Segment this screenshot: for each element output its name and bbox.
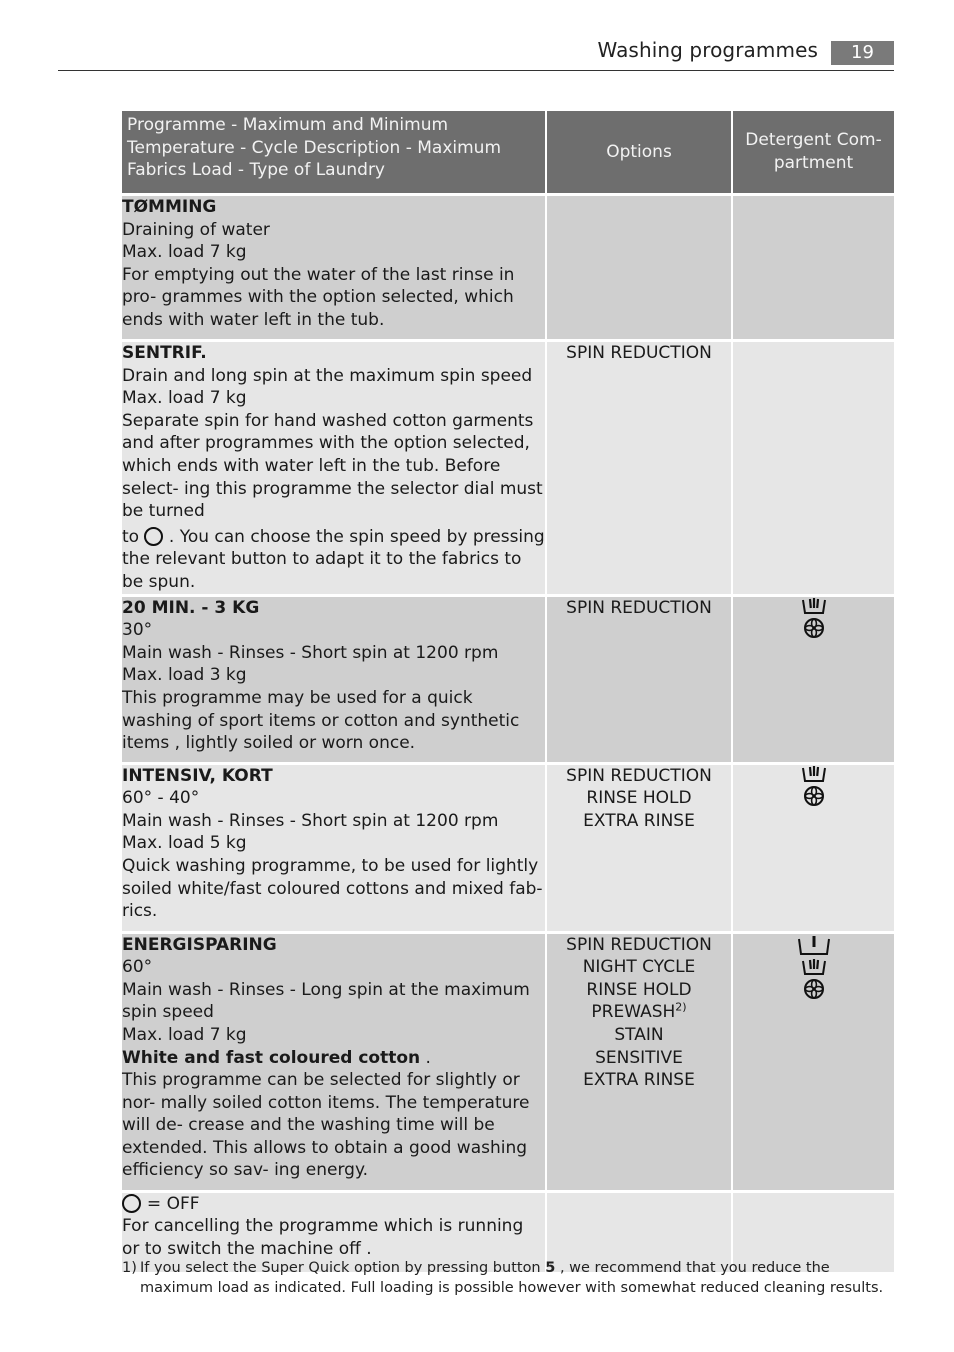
programme-description bbox=[122, 341, 546, 596]
description-line: For emptying out the water of the last rinse in pro- grammes with the option selected, which ends with water left in the tub. bbox=[122, 264, 515, 330]
option-night-cycle: NIGHT CYCLE bbox=[582, 957, 696, 978]
softener-icon bbox=[803, 617, 825, 639]
description-line: Main wash - Rinses - Long spin at the maximum spin speed bbox=[122, 979, 530, 1023]
options-cell bbox=[546, 341, 732, 596]
description-line: Max. load 5 kg bbox=[122, 833, 247, 854]
description-line bbox=[122, 1047, 545, 1070]
programme-name: TØMMING bbox=[122, 197, 217, 217]
description-line: 60° - 40° bbox=[122, 788, 200, 809]
laundry-type-suffix: . bbox=[420, 1047, 431, 1068]
option-rinse-hold: RINSE HOLD bbox=[586, 979, 692, 1000]
programme-name: SENTRIF. bbox=[122, 343, 207, 363]
table-row bbox=[122, 195, 894, 341]
programme-name: ENERGISPARING bbox=[122, 934, 277, 955]
main-wash-icon bbox=[801, 958, 827, 976]
table-row bbox=[122, 595, 894, 763]
table-row bbox=[122, 763, 894, 932]
description-line: This programme may be used for a quick washing of sport items or cotton and synthetic items , lightly soiled or worn once. bbox=[122, 687, 520, 754]
header-rule bbox=[58, 70, 894, 71]
programme-table bbox=[122, 111, 894, 1275]
programme-description bbox=[122, 932, 546, 1191]
page-number: 19 bbox=[831, 41, 894, 65]
table-row bbox=[122, 932, 894, 1191]
compartment-cell bbox=[732, 341, 894, 596]
header-title: Washing programmes bbox=[597, 38, 818, 62]
description-line: Max. load 7 kg bbox=[122, 388, 247, 409]
footnote-text bbox=[122, 1258, 894, 1298]
description-line: Separate spin for hand washed cotton garments and after programmes with the option selected, which ends with water left in the tub. Before select- ing this programme the selector dial must be turned bbox=[122, 410, 543, 522]
option-prewash bbox=[547, 1001, 731, 1024]
description-line: Draining of water bbox=[122, 219, 270, 240]
description-line: Max. load 3 kg bbox=[122, 665, 247, 686]
description-line: Quick washing programme, to be used for lightly soiled white/fast coloured cottons and mixed fab- rics. bbox=[122, 855, 543, 922]
footnote-number: 1) bbox=[122, 1260, 137, 1276]
option-sensitive: SENSITIVE bbox=[595, 1047, 683, 1068]
programme-description bbox=[122, 195, 546, 341]
footnote-button-number: 5 bbox=[545, 1260, 556, 1276]
prewash-footnote-ref: 2) bbox=[675, 1000, 687, 1014]
option-spin-reduction: SPIN REDUCTION bbox=[566, 934, 712, 955]
footnote bbox=[122, 1258, 894, 1298]
main-wash-icon bbox=[801, 765, 827, 783]
description-line: Max. load 7 kg bbox=[122, 242, 247, 263]
option-extra-rinse: EXTRA RINSE bbox=[583, 810, 695, 831]
options-cell bbox=[546, 932, 732, 1191]
prewash-icon bbox=[797, 934, 831, 956]
programme-name bbox=[122, 1193, 545, 1216]
header-programme: Programme - Maximum and Minimum Temperature - Cycle Description - Maximum Fabrics Load - Type of Laundry bbox=[122, 111, 546, 195]
table-header-row bbox=[122, 111, 894, 195]
softener-icon bbox=[803, 978, 825, 1000]
compartment-cell bbox=[732, 195, 894, 341]
description-line: 30° bbox=[122, 620, 153, 641]
option-prewash-label: PREWASH bbox=[591, 1002, 676, 1023]
header-options: Options bbox=[546, 111, 732, 195]
option-spin-reduction: SPIN REDUCTION bbox=[566, 765, 712, 786]
programme-description bbox=[122, 595, 546, 763]
off-position-icon bbox=[144, 527, 163, 546]
options-cell bbox=[546, 763, 732, 932]
main-wash-icon bbox=[801, 597, 827, 615]
description-line: 60° bbox=[122, 957, 153, 978]
laundry-type: White and fast coloured cotton bbox=[122, 1047, 421, 1068]
programme-description bbox=[122, 763, 546, 932]
description-line: Main wash - Rinses - Short spin at 1200 rpm bbox=[122, 642, 499, 663]
option-spin-reduction: SPIN REDUCTION bbox=[566, 597, 712, 618]
description-line bbox=[122, 526, 545, 594]
options-cell bbox=[546, 195, 732, 341]
programme-name: INTENSIV, KORT bbox=[122, 765, 273, 786]
description-line: Drain and long spin at the maximum spin speed bbox=[122, 365, 533, 386]
programme-name: 20 MIN. - 3 KG bbox=[122, 597, 260, 618]
footnote-text-after: , we recommend that you reduce the maximum load as indicated. Full loading is possible however with somewhat reduced cleaning results. bbox=[140, 1260, 884, 1296]
footnote-text-before: If you select the Super Quick option by pressing button bbox=[140, 1260, 541, 1276]
compartment-cell bbox=[732, 763, 894, 932]
option-spin-reduction: SPIN REDUCTION bbox=[566, 343, 712, 363]
table-row bbox=[122, 341, 894, 596]
option-extra-rinse: EXTRA RINSE bbox=[583, 1070, 695, 1091]
description-line: Main wash - Rinses - Short spin at 1200 rpm bbox=[122, 810, 499, 831]
description-line: Max. load 7 kg bbox=[122, 1024, 247, 1045]
compartment-cell bbox=[732, 595, 894, 763]
header-compartment: Detergent Com- partment bbox=[732, 111, 894, 195]
options-cell bbox=[546, 595, 732, 763]
softener-icon bbox=[803, 785, 825, 807]
description-line: For cancelling the programme which is running or to switch the machine off . bbox=[122, 1216, 524, 1259]
off-label: = OFF bbox=[146, 1193, 200, 1214]
compartment-cell bbox=[732, 932, 894, 1191]
text-to: to bbox=[122, 526, 140, 547]
off-position-icon bbox=[122, 1194, 141, 1213]
option-rinse-hold: RINSE HOLD bbox=[586, 788, 692, 809]
option-stain: STAIN bbox=[614, 1024, 664, 1045]
description-line: This programme can be selected for slightly or nor- mally soiled cotton items. The temperature will de- crease and the washing time will be extended. This allows to obtain a good washing efficiency so sav- ing energy. bbox=[122, 1070, 530, 1181]
text-after-icon: . You can choose the spin speed by pressing the relevant button to adapt it to the fabrics to be spun. bbox=[122, 526, 545, 592]
